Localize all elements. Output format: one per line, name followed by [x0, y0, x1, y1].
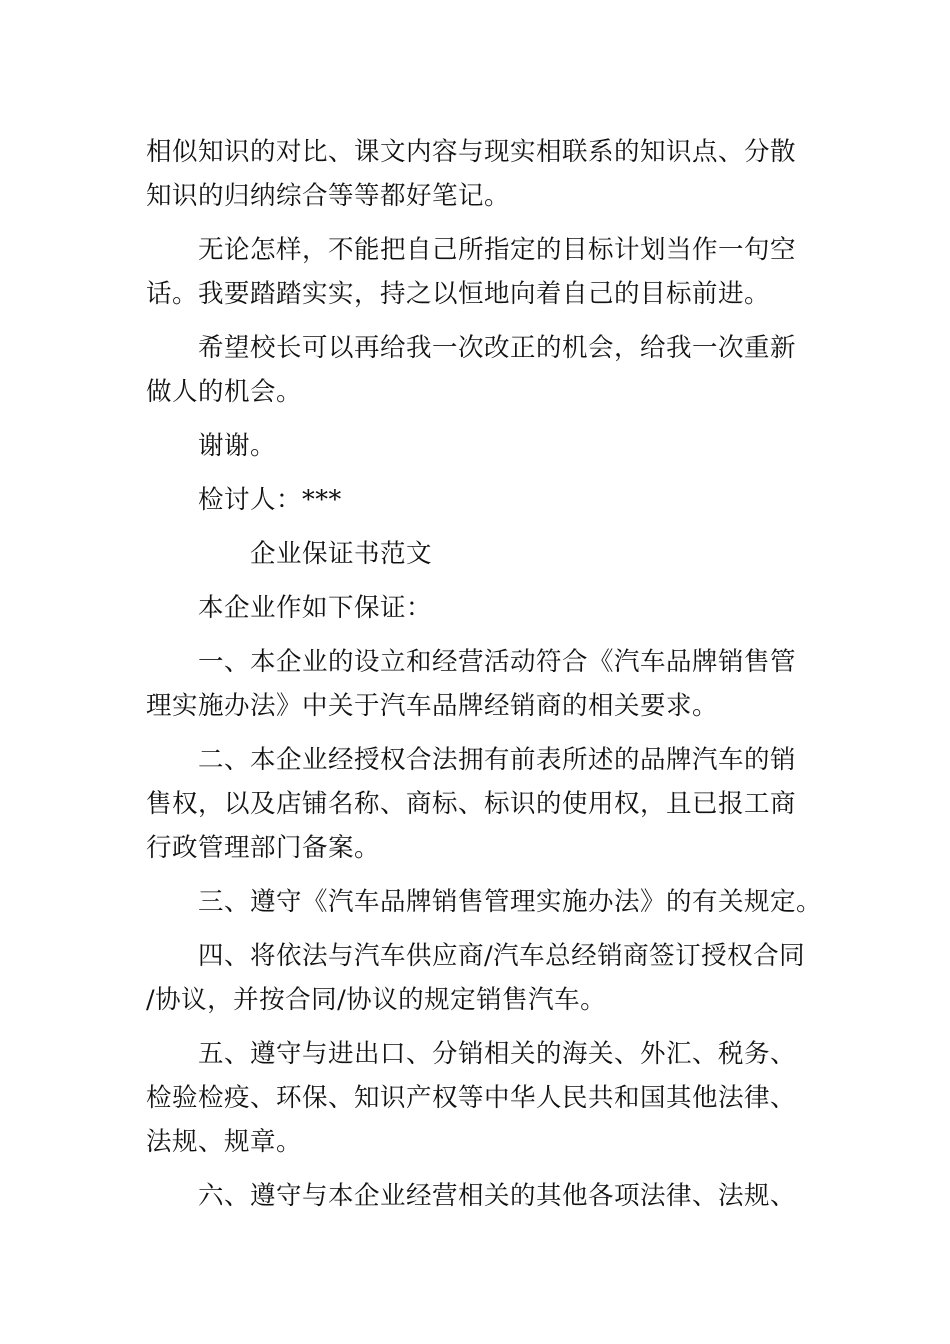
text-line: 理实施办法》中关于汽车品牌经销商的相关要求。 — [146, 691, 719, 721]
text-line: 四、将依法与汽车供应商/汽车总经销商签订授权合同 — [198, 941, 806, 971]
text-line: 六、遵守与本企业经营相关的其他各项法律、法规、 — [198, 1181, 797, 1211]
text-line: 相似知识的对比、课文内容与现实相联系的知识点、分散 — [146, 137, 797, 167]
text-line: 话。我要踏踏实实，持之以恒地向着自己的目标前进。 — [146, 279, 771, 309]
text-line: 法规、规章。 — [146, 1127, 303, 1157]
paragraph-item-3 — [146, 880, 823, 924]
paragraph-hope-principal — [146, 326, 810, 414]
text-line: 做人的机会。 — [146, 377, 303, 407]
paragraph-item-5 — [146, 1032, 810, 1164]
paragraph-item-6 — [146, 1174, 810, 1218]
text-line: 行政管理部门备案。 — [146, 833, 381, 863]
text-line: 三、遵守《汽车品牌销售管理实施办法》的有关规定。 — [198, 887, 823, 917]
text-line: 检讨人：*** — [198, 485, 342, 515]
paragraph-item-1 — [146, 640, 810, 728]
text-line: 无论怎样，不能把自己所指定的目标计划当作一句空 — [198, 235, 797, 265]
text-line: 二、本企业经授权合法拥有前表所述的品牌汽车的销 — [198, 745, 797, 775]
text-line: 谢谢。 — [198, 431, 277, 461]
text-line: 五、遵守与进出口、分销相关的海关、外汇、税务、 — [198, 1039, 797, 1069]
paragraph-goal-plan — [146, 228, 810, 316]
text-line: 一、本企业的设立和经营活动符合《汽车品牌销售管 — [198, 647, 797, 677]
paragraph-thanks — [146, 424, 810, 468]
text-line: 希望校长可以再给我一次改正的机会，给我一次重新 — [198, 333, 797, 363]
text-line: 售权，以及店铺名称、商标、标识的使用权，且已报工商 — [146, 789, 797, 819]
paragraph-item-4 — [146, 934, 810, 1022]
paragraph-signature — [146, 478, 810, 522]
paragraph-item-2 — [146, 738, 810, 870]
document-page — [146, 130, 823, 1228]
text-line: 检验检疫、环保、知识产权等中华人民共和国其他法律、 — [146, 1083, 797, 1113]
text-line: 本企业作如下保证： — [198, 593, 433, 623]
paragraph-intro — [146, 586, 810, 630]
text-line: /协议，并按合同/协议的规定销售汽车。 — [146, 985, 607, 1015]
section-heading — [146, 532, 810, 576]
text-line: 知识的归纳综合等等都好笔记。 — [146, 181, 511, 211]
paragraph-study-notes — [146, 130, 810, 218]
heading-line: 企业保证书范文 — [250, 539, 433, 569]
